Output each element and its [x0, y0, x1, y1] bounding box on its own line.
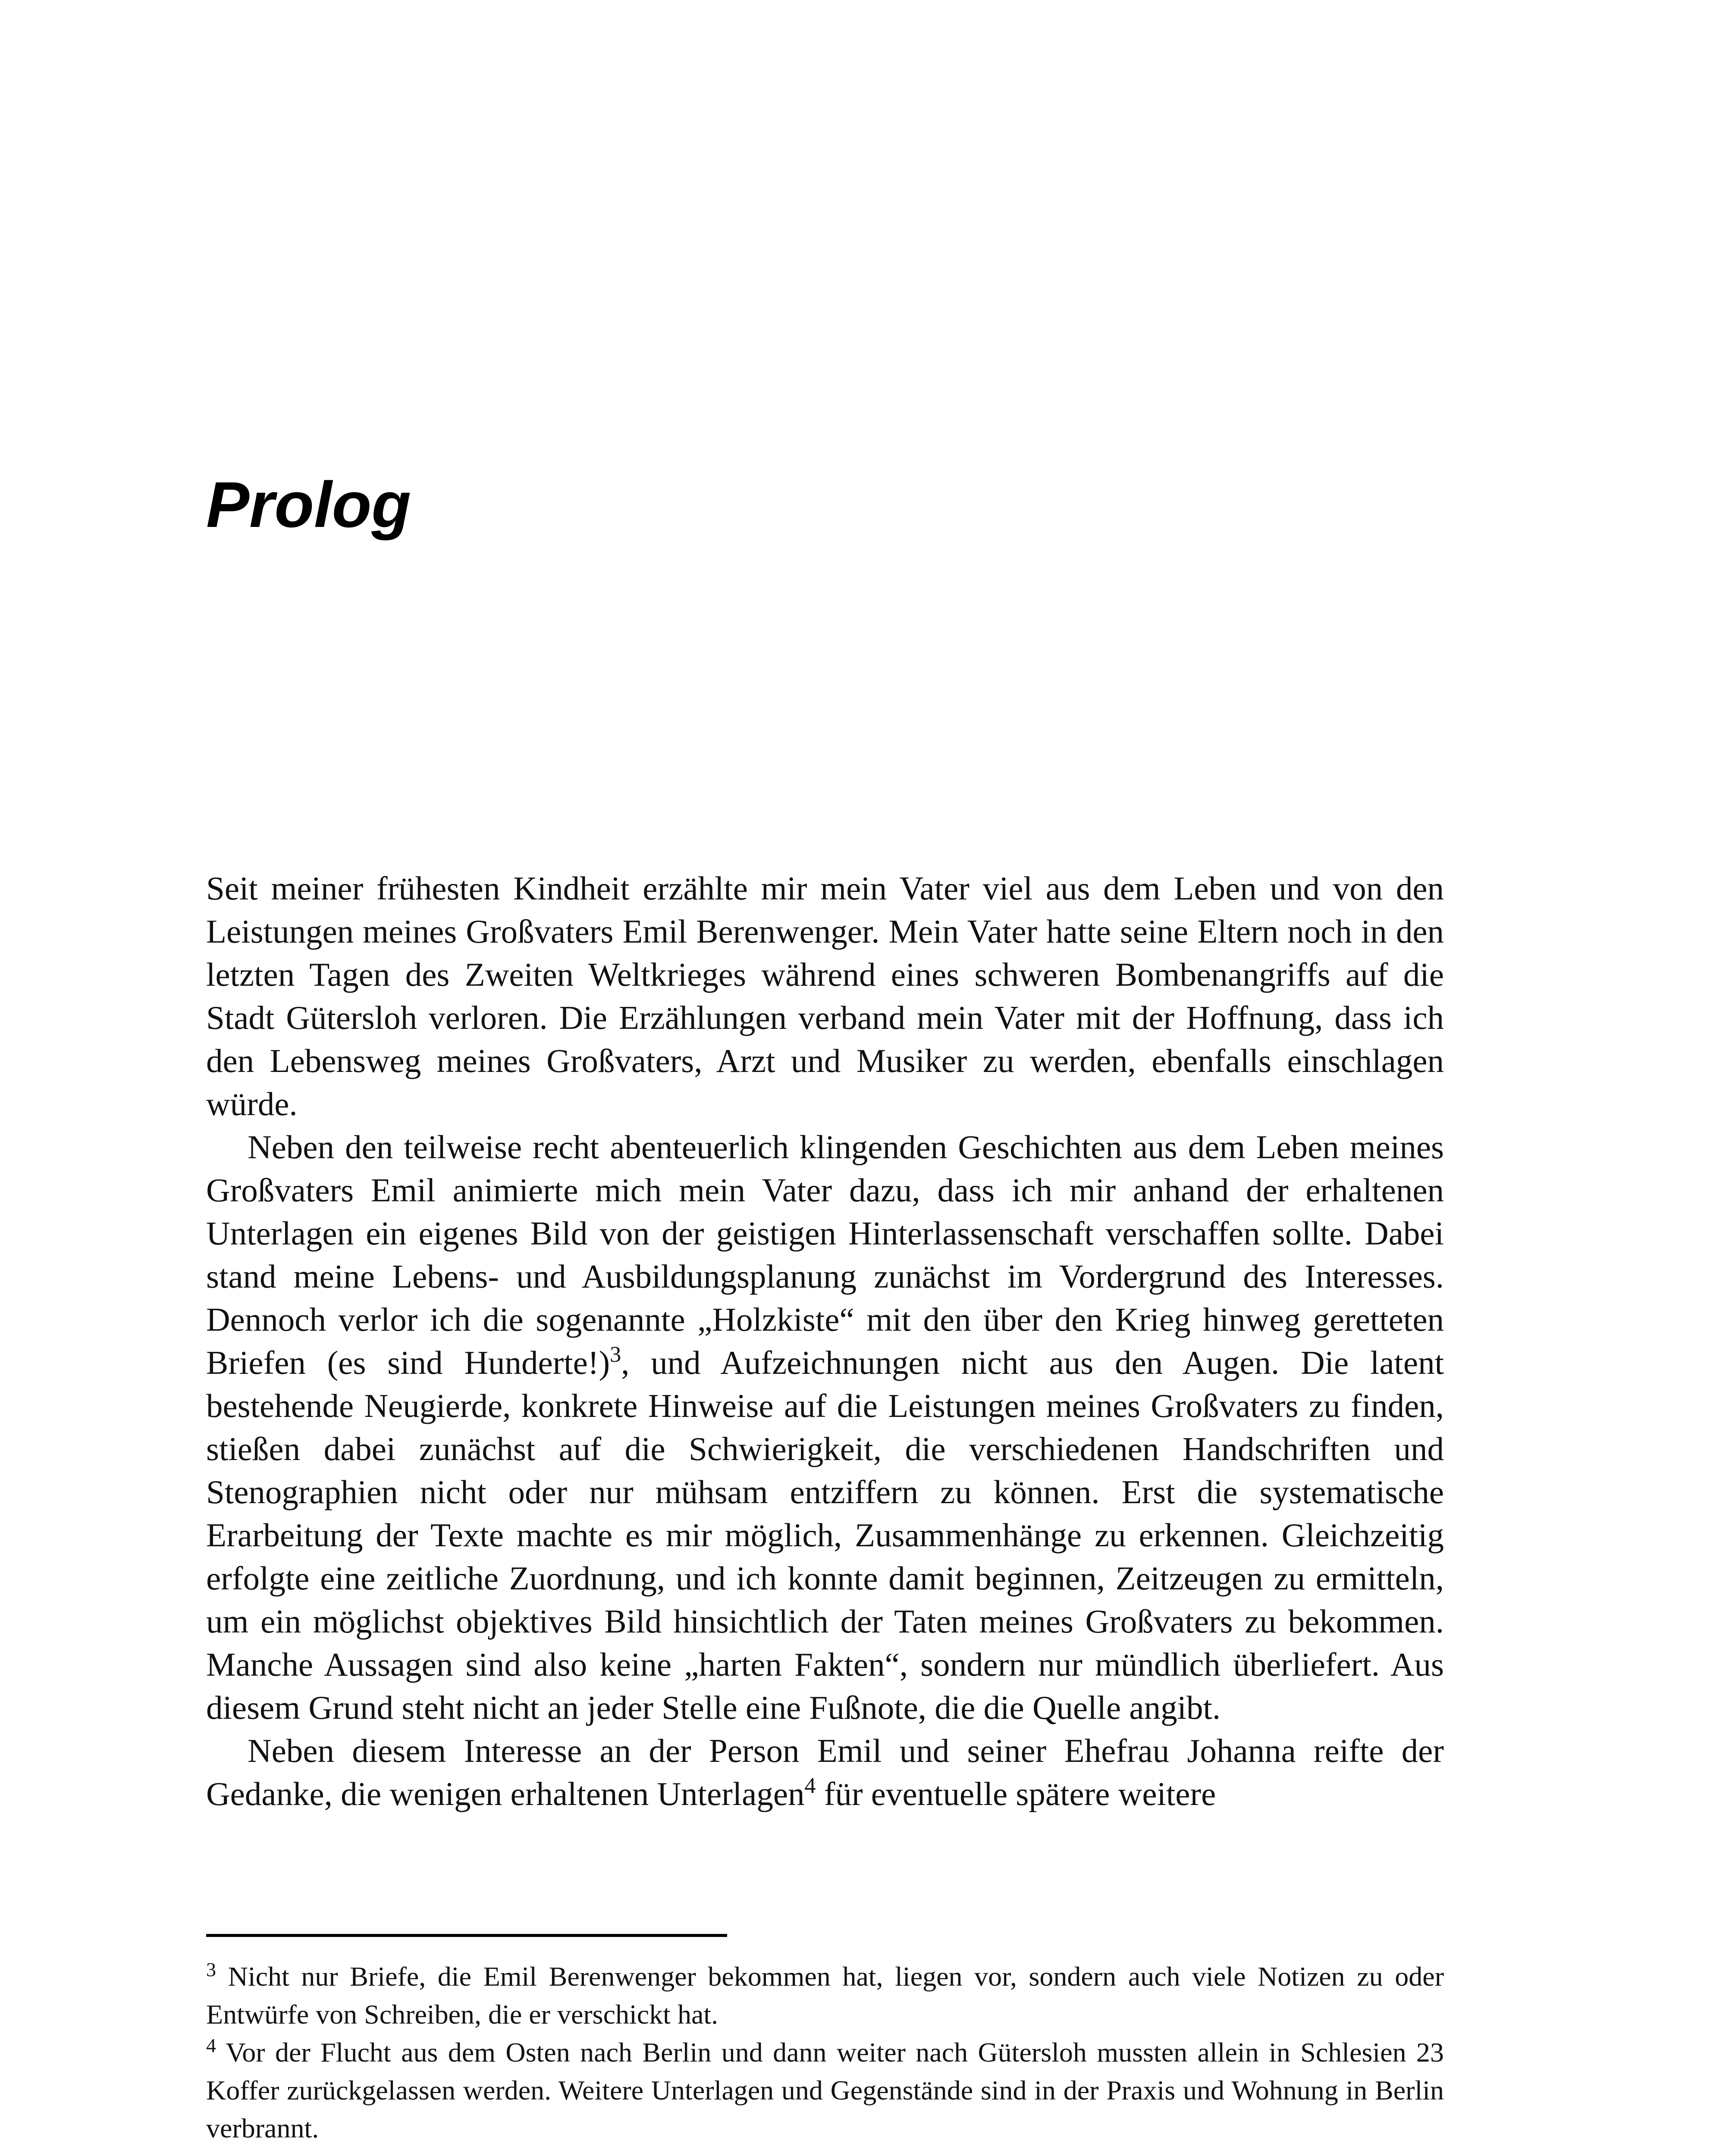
paragraph-text: , und Aufzeichnungen nicht aus den Augen. Die latent bestehende Neugierde, konkrete Hinweise auf die Leistungen meines Großvaters zu finden, stießen dabei zunächst auf die Schwierigkeit, die verschiedenen Handschriften und Stenographien nicht oder nur mühsam entziffern zu können. Erst die systematische Erarbeitung der Texte machte es mir möglich, Zusammenhänge zu erkennen. Gleichzeitig erfolgte eine zeitliche Zuordnung, und ich konnte damit beginnen, Zeitzeugen zu ermitteln, um ein möglichst objektives Bild hinsichtlich der Taten meines Großvaters zu bekommen. Manche Aussagen sind also keine „harten Fakten“, sondern nur mündlich überliefert. Aus diesem Grund steht nicht an jeder Stelle eine Fußnote, die die Quelle angibt.: [206, 1344, 1444, 1726]
paragraph-1: [206, 867, 1444, 1125]
footnote-text: Vor der Flucht aus dem Osten nach Berlin und dann weiter nach Gütersloh mussten allein in Schlesien 23 Koffer zurückgelassen werden. Weitere Unterlagen und Gegenstände sind in der Praxis und Wohnung in Berlin verbrannt.: [206, 2037, 1444, 2143]
footnote-number: 4: [206, 2034, 216, 2056]
footnote-reference-4[interactable]: 4: [804, 1774, 816, 1798]
footnote-3: [206, 1958, 1444, 2034]
paragraph-text: Neben diesem Interesse an der Person Emil und seiner Ehefrau Johanna reifte der Gedanke, die wenigen erhaltenen Unterlagen: [206, 1732, 1444, 1812]
paragraph-text: Neben den teilweise recht abenteuerlich klingenden Geschichten aus dem Leben meines Großvaters Emil animierte mich mein Vater dazu, dass ich mir anhand der erhaltenen Unterlagen ein eigenes Bild von der geistigen Hinterlassenschaft verschaffen sollte. Dabei stand meine Lebens- und Ausbildungsplanung zunächst im Vordergrund des Interesses. Dennoch verlor ich die sogenannte „Holzkiste“ mit den über den Krieg hinweg geretteten Briefen (es sind Hunderte!): [206, 1128, 1444, 1381]
footnote-text: Nicht nur Briefe, die Emil Berenwenger bekommen hat, liegen vor, sondern auch viele Notizen zu oder Entwürfe von Schreiben, die er verschickt hat.: [206, 1961, 1444, 2030]
footnotes: [206, 1958, 1444, 2147]
chapter-title: Prolog: [206, 468, 411, 541]
footnote-reference-3[interactable]: 3: [610, 1342, 621, 1367]
footnote-number: 3: [206, 1959, 216, 1981]
paragraph-text: für eventuelle spätere weitere: [816, 1775, 1216, 1812]
paragraph-3: [206, 1729, 1444, 1815]
paragraph-text: Seit meiner frühesten Kindheit erzählte mir mein Vater viel aus dem Leben und von den Leistungen meines Großvaters Emil Berenwenger. Mein Vater hatte seine Eltern noch in den letzten Tagen des Zweiten Weltkrieges während eines schweren Bombenangriffs auf die Stadt Gütersloh verloren. Die Erzählungen verband mein Vater mit der Hoffnung, dass ich den Lebensweg meines Großvaters, Arzt und Musiker zu werden, ebenfalls einschlagen würde.: [206, 870, 1444, 1122]
footnote-4: [206, 2034, 1444, 2147]
footnote-separator: [206, 1934, 727, 1937]
paragraph-2: [206, 1125, 1444, 1729]
body-text: [206, 867, 1444, 1815]
